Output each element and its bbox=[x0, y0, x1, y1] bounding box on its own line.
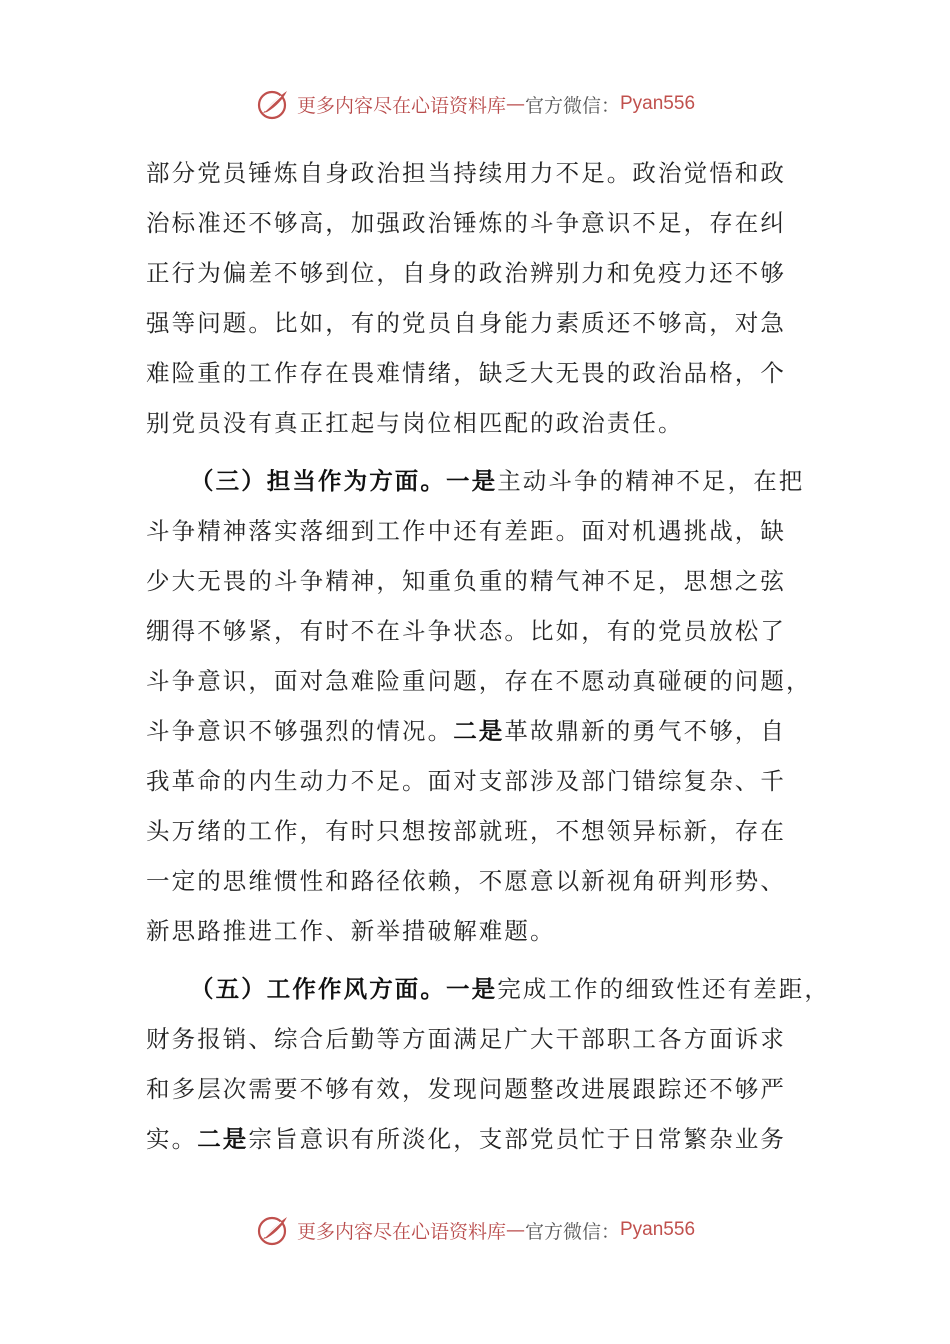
footer-banner bbox=[0, 1210, 950, 1250]
text-line: 头万绪的工作，有时只想按部就班，不想领异标新，存在 bbox=[146, 817, 786, 845]
text-line: 财务报销、综合后勤等方面满足广大干部职工各方面诉求 bbox=[146, 1025, 786, 1053]
text-line: 和多层次需要不够有效，发现问题整改进展跟踪还不够严 bbox=[146, 1075, 786, 1103]
paragraph-3 bbox=[146, 964, 831, 1164]
text-line: 别党员没有真正扛起与岗位相匹配的政治责任。 bbox=[146, 409, 684, 437]
point-lead: 一是 bbox=[446, 467, 498, 495]
banner-wechat-id: Pyan556 bbox=[620, 1219, 696, 1240]
header-banner bbox=[0, 84, 950, 124]
banner-dash: — bbox=[505, 93, 525, 115]
banner-site-text: 更多内容尽在心语资料库 bbox=[296, 94, 506, 117]
text-line: 一定的思维惯性和路径依赖，不愿意以新视角研判形势、 bbox=[146, 867, 786, 895]
text-run: 主动斗争的精神不足，在把 bbox=[497, 467, 805, 495]
banner-site-text: 更多内容尽在心语资料库 bbox=[296, 1220, 506, 1243]
text-line bbox=[146, 1114, 818, 1164]
text-line bbox=[146, 706, 818, 756]
paragraph-2 bbox=[146, 456, 818, 956]
text-line: 强等问题。比如，有的党员自身能力素质还不够高，对急 bbox=[146, 309, 786, 337]
text-line: 部分党员锤炼自身政治担当持续用力不足。政治觉悟和政 bbox=[146, 159, 786, 187]
text-line: 新思路推进工作、新举措破解难题。 bbox=[146, 917, 556, 945]
text-line bbox=[146, 964, 831, 1014]
text-run: 革故鼎新的勇气不够，自 bbox=[504, 717, 787, 745]
text-line: 绷得不够紧，有时不在斗争状态。比如，有的党员放松了 bbox=[146, 617, 786, 645]
section-heading: （三）担当作为方面。 bbox=[190, 467, 446, 495]
text-line: 我革命的内生动力不足。面对支部涉及部门错综复杂、千 bbox=[146, 767, 786, 795]
section-heading: （五）工作作风方面。 bbox=[190, 975, 446, 1003]
text-run: 斗争意识不够强烈的情况。 bbox=[146, 717, 454, 745]
text-run: 实。 bbox=[146, 1125, 198, 1153]
text-line: 斗争精神落实落细到工作中还有差距。面对机遇挑战，缺 bbox=[146, 517, 786, 545]
quill-logo-icon bbox=[255, 1212, 291, 1248]
text-run: 宗旨意识有所淡化，支部党员忙于日常繁杂业务 bbox=[248, 1125, 787, 1153]
text-line: 治标准还不够高，加强政治锤炼的斗争意识不足，存在纠 bbox=[146, 209, 786, 237]
body-text bbox=[146, 148, 831, 1164]
quill-logo-icon bbox=[255, 86, 291, 122]
text-run: 完成工作的细致性还有差距， bbox=[497, 975, 831, 1003]
point-lead: 一是 bbox=[446, 975, 498, 1003]
point-lead: 二是 bbox=[453, 717, 505, 745]
banner-dash: — bbox=[505, 1219, 525, 1241]
text-line: 少大无畏的斗争精神，知重负重的精气神不足，思想之弦 bbox=[146, 567, 786, 595]
banner-wechat-label: 官方微信： bbox=[524, 94, 620, 117]
text-line: 难险重的工作存在畏难情绪，缺乏大无畏的政治品格，个 bbox=[146, 359, 786, 387]
paragraph-1 bbox=[146, 148, 818, 448]
banner-wechat-label: 官方微信： bbox=[524, 1220, 620, 1243]
banner-wechat-id: Pyan556 bbox=[620, 93, 696, 114]
point-lead: 二是 bbox=[197, 1125, 249, 1153]
text-line: 斗争意识，面对急难险重问题，存在不愿动真碰硬的问题， bbox=[146, 667, 812, 695]
text-line bbox=[146, 456, 818, 506]
text-line: 正行为偏差不够到位，自身的政治辨别力和免疫力还不够 bbox=[146, 259, 786, 287]
